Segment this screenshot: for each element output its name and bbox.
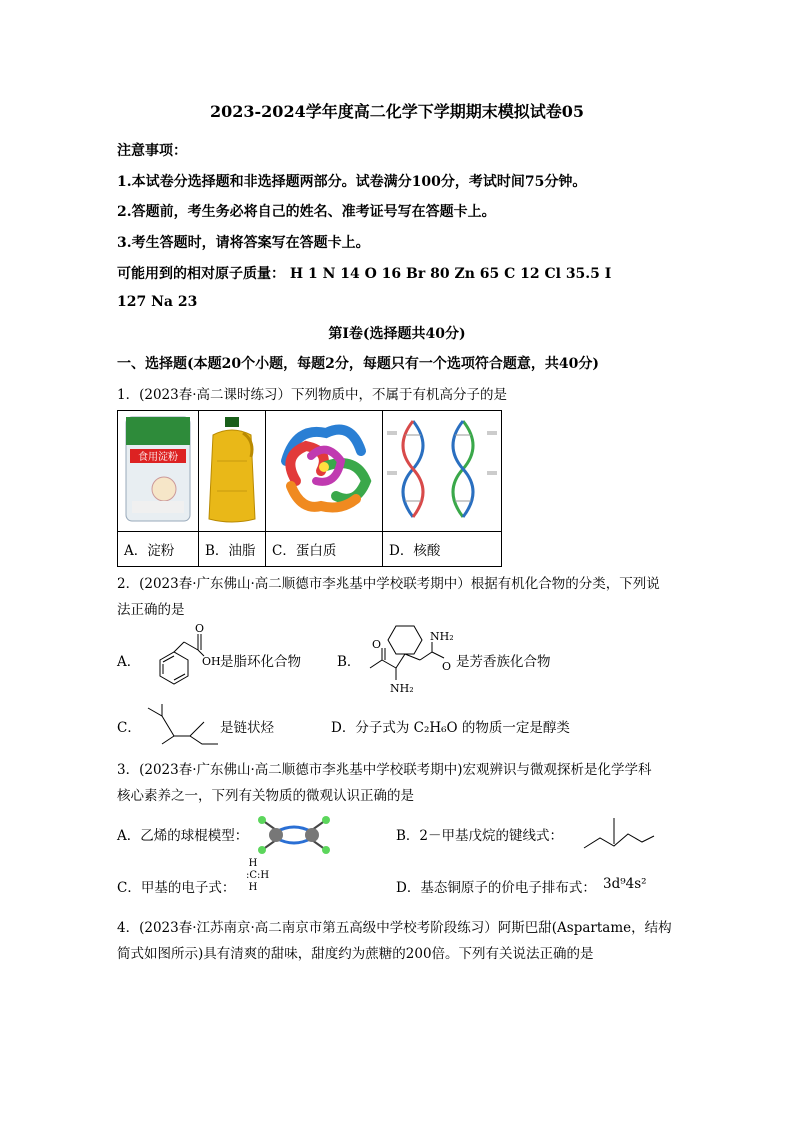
q1-stem: 1．(2023春·高二课时练习）下列物质中，不属于有机高分子的是 [117, 387, 508, 403]
starch-bag-label: 食用淀粉 [138, 452, 178, 463]
cyclohexane-amide-structure [360, 618, 460, 694]
q3-stem-line1: 3．(2023春·广东佛山·高二顺德市李兆基中学校联考期中)宏观辨识与微观探析是化学学科 [117, 762, 652, 778]
q3-a-text: A．乙烯的球棍模型： [117, 828, 249, 844]
oil-bottle-image [199, 411, 265, 527]
q2-a-label: A． [117, 654, 141, 670]
q3-b-text: B．2－甲基戊烷的键线式： [396, 828, 564, 844]
atomic-mass-line1: 可能用到的相对原子质量： H 1 N 14 O 16 Br 80 Zn 65 C 12 Cl 35.5 I [117, 266, 612, 282]
q2-c-label: C． [117, 720, 141, 736]
oil-image-cell [199, 411, 266, 532]
q2-c-text: 是链状烃 [220, 720, 274, 736]
dna-image-cell [383, 411, 502, 532]
q4-stem-line1: 4．(2023春·江苏南京·高二南京市第五高级中学校考阶段练习）阿斯巴甜(Aspartame，结构 [117, 920, 672, 936]
q3-stem-line2: 核心素养之一，下列有关物质的微观认识正确的是 [117, 788, 414, 804]
notice-item-1: 1.本试卷分选择题和非选择题两部分。试卷满分100分，考试时间75分钟。 [117, 174, 587, 190]
protein-image-cell [266, 411, 383, 532]
phenylacetic-acid-structure [140, 622, 222, 692]
part-title: 一、选择题(本题20个小题，每题2分，每题只有一个选项符合题意，共40分) [117, 356, 599, 372]
q2-d-text: D．分子式为 C₂H₆O 的物质一定是醇类 [331, 720, 570, 736]
q1-option-b: B．油脂 [199, 532, 266, 567]
dna-helix-image [383, 411, 501, 527]
methyl-h-top: H [248, 858, 258, 869]
methyl-c-row: :C:H [246, 870, 270, 881]
branched-alkane-structure [142, 702, 222, 746]
atomic-mass-line2: 127 Na 23 [117, 294, 198, 310]
protein-structure-image [266, 411, 382, 527]
q2-a-oh-label: OH [202, 655, 221, 668]
q2-stem-line2: 法正确的是 [117, 602, 185, 618]
q2-b-text: 是芳香族化合物 [456, 654, 551, 670]
page-title: 2023-2024学年度高二化学下学期期末模拟试卷05 [210, 102, 584, 121]
starch-bag-image [118, 411, 198, 527]
q3-d-config: 3d⁹4s² [603, 876, 647, 892]
q2-b-label: B． [337, 654, 361, 670]
q4-stem-line2: 简式如图所示)具有清爽的甜味，甜度约为蔗糖的200倍。下列有关说法正确的是 [117, 946, 594, 962]
methyl-h-bottom: H [248, 882, 258, 893]
q1-options-table [117, 410, 502, 567]
notice-item-2: 2.答题前，考生务必将自己的姓名、准考证号写在答题卡上。 [117, 204, 496, 220]
notice-heading: 注意事项： [117, 143, 187, 159]
ethylene-ball-stick-model [256, 814, 332, 856]
q2-b-o-label: O [442, 660, 452, 673]
q3-d-text: D．基态铜原子的价电子排布式： [396, 880, 596, 896]
q1-option-a: A．淀粉 [118, 532, 199, 567]
q2-a-text: 是脂环化合物 [220, 654, 301, 670]
q1-option-c: C．蛋白质 [266, 532, 383, 567]
q2-b-o-left: O [372, 638, 382, 651]
2-methylpentane-skeletal [582, 808, 656, 852]
q2-stem-line1: 2．(2023春·广东佛山·高二顺德市李兆基中学校联考期中）根据有机化合物的分类，下列说 [117, 576, 660, 592]
notice-item-3: 3.考生答题时，请将答案写在答题卡上。 [117, 235, 370, 251]
methyl-electron-formula [246, 858, 270, 894]
q1-option-d: D．核酸 [383, 532, 502, 567]
q2-b-nh2-top: NH₂ [430, 630, 454, 643]
section-title: 第I卷(选择题共40分) [328, 326, 466, 342]
starch-image-cell [118, 411, 199, 532]
q2-a-o-label: O [195, 622, 205, 635]
q3-c-text: C．甲基的电子式： [117, 880, 236, 896]
q2-b-nh2-bottom: NH₂ [390, 682, 414, 694]
